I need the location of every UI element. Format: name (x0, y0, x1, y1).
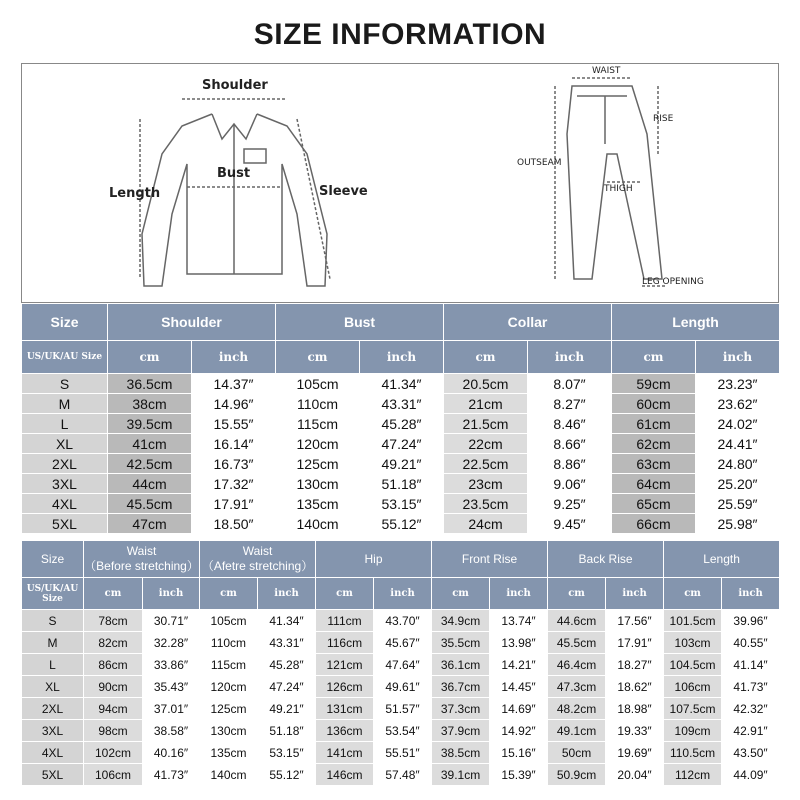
value-cell: 14.96″ (192, 394, 276, 414)
value-cell: 24.02″ (696, 414, 780, 434)
value-cell: 20.5cm (444, 374, 528, 394)
value-cell: 9.25″ (528, 494, 612, 514)
table-row (22, 720, 780, 742)
value-cell: 49.61″ (374, 676, 432, 698)
size-cell: L (22, 414, 108, 434)
size-cell: M (22, 632, 84, 654)
length-header: Length (612, 304, 780, 341)
value-cell: 43.50″ (722, 742, 780, 764)
value-cell: 17.32″ (192, 474, 276, 494)
value-cell: 30.71″ (143, 610, 200, 632)
value-cell: 130cm (200, 720, 258, 742)
value-cell: 34.9cm (432, 610, 490, 632)
value-cell: 65cm (612, 494, 696, 514)
value-cell: 47.24″ (258, 676, 316, 698)
value-cell: 25.59″ (696, 494, 780, 514)
value-cell: 14.45″ (490, 676, 548, 698)
value-cell: 14.69″ (490, 698, 548, 720)
shoulder-label: Shoulder (202, 78, 268, 93)
value-cell: 136cm (316, 720, 374, 742)
unit-header: cm (108, 341, 192, 374)
value-cell: 57.48″ (374, 764, 432, 786)
value-cell: 17.56″ (606, 610, 664, 632)
value-cell: 38.5cm (432, 742, 490, 764)
value-cell: 146cm (316, 764, 374, 786)
table-row (22, 654, 780, 676)
value-cell: 13.98″ (490, 632, 548, 654)
value-cell: 66cm (612, 514, 696, 534)
unit-header: inch (374, 578, 432, 610)
table-row (22, 698, 780, 720)
value-cell: 49.21″ (258, 698, 316, 720)
value-cell: 45.67″ (374, 632, 432, 654)
value-cell: 35.5cm (432, 632, 490, 654)
value-cell: 112cm (664, 764, 722, 786)
value-cell: 105cm (200, 610, 258, 632)
garment-illustrations (22, 64, 780, 304)
value-cell: 45.28″ (360, 414, 444, 434)
size-cell: 4XL (22, 494, 108, 514)
value-cell: 53.15″ (360, 494, 444, 514)
value-cell: 9.45″ (528, 514, 612, 534)
waist-before-header: Waist （Before stretching） (84, 541, 200, 578)
value-cell: 47cm (108, 514, 192, 534)
waist-after-header: Waist （Afetre stretching） (200, 541, 316, 578)
value-cell: 45.28″ (258, 654, 316, 676)
table-header-row (22, 541, 780, 578)
value-cell: 18.98″ (606, 698, 664, 720)
value-cell: 16.14″ (192, 434, 276, 454)
value-cell: 21.5cm (444, 414, 528, 434)
bust-label: Bust (217, 166, 251, 181)
table-row (22, 434, 780, 454)
value-cell: 110.5cm (664, 742, 722, 764)
table-row (22, 632, 780, 654)
unit-header: cm (200, 578, 258, 610)
value-cell: 14.21″ (490, 654, 548, 676)
value-cell: 17.91″ (606, 632, 664, 654)
unit-header: cm (84, 578, 143, 610)
unit-header: cm (432, 578, 490, 610)
value-cell: 120cm (200, 676, 258, 698)
size-cell: S (22, 610, 84, 632)
value-cell: 64cm (612, 474, 696, 494)
value-cell: 42.91″ (722, 720, 780, 742)
value-cell: 8.07″ (528, 374, 612, 394)
value-cell: 50cm (548, 742, 606, 764)
value-cell: 135cm (276, 494, 360, 514)
collar-header: Collar (444, 304, 612, 341)
value-cell: 13.74″ (490, 610, 548, 632)
value-cell: 36.7cm (432, 676, 490, 698)
value-cell: 41.73″ (143, 764, 200, 786)
value-cell: 15.39″ (490, 764, 548, 786)
value-cell: 125cm (200, 698, 258, 720)
bust-header: Bust (276, 304, 444, 341)
size-cell: 2XL (22, 698, 84, 720)
front-rise-header: Front Rise (432, 541, 548, 578)
value-cell: 38cm (108, 394, 192, 414)
value-cell: 41.34″ (258, 610, 316, 632)
value-cell: 45.5cm (548, 632, 606, 654)
size-cell: M (22, 394, 108, 414)
table-row (22, 394, 780, 414)
value-cell: 63cm (612, 454, 696, 474)
value-cell: 110cm (200, 632, 258, 654)
thigh-label: THIGH (604, 184, 633, 194)
value-cell: 17.91″ (192, 494, 276, 514)
value-cell: 61cm (612, 414, 696, 434)
value-cell: 25.98″ (696, 514, 780, 534)
size-cell: XL (22, 434, 108, 454)
unit-header: inch (258, 578, 316, 610)
value-cell: 105cm (276, 374, 360, 394)
value-cell: 32.28″ (143, 632, 200, 654)
value-cell: 20.04″ (606, 764, 664, 786)
value-cell: 39.1cm (432, 764, 490, 786)
value-cell: 46.4cm (548, 654, 606, 676)
value-cell: 131cm (316, 698, 374, 720)
value-cell: 53.15″ (258, 742, 316, 764)
value-cell: 101.5cm (664, 610, 722, 632)
value-cell: 98cm (84, 720, 143, 742)
unit-header: cm (612, 341, 696, 374)
table-header-row (22, 304, 780, 341)
size-subheader: US/UK/AU Size (22, 341, 108, 374)
value-cell: 39.96″ (722, 610, 780, 632)
value-cell: 62cm (612, 434, 696, 454)
value-cell: 103cm (664, 632, 722, 654)
unit-header: cm (548, 578, 606, 610)
value-cell: 55.12″ (258, 764, 316, 786)
table-row (22, 764, 780, 786)
value-cell: 51.57″ (374, 698, 432, 720)
shirt-size-table (21, 303, 780, 534)
unit-header: inch (192, 341, 276, 374)
value-cell: 141cm (316, 742, 374, 764)
value-cell: 126cm (316, 676, 374, 698)
value-cell: 55.51″ (374, 742, 432, 764)
value-cell: 18.62″ (606, 676, 664, 698)
value-cell: 24cm (444, 514, 528, 534)
table-row (22, 414, 780, 434)
value-cell: 42.5cm (108, 454, 192, 474)
value-cell: 8.27″ (528, 394, 612, 414)
value-cell: 48.2cm (548, 698, 606, 720)
table-row (22, 374, 780, 394)
value-cell: 14.37″ (192, 374, 276, 394)
value-cell: 130cm (276, 474, 360, 494)
value-cell: 90cm (84, 676, 143, 698)
value-cell: 36.5cm (108, 374, 192, 394)
back-rise-header: Back Rise (548, 541, 664, 578)
value-cell: 22cm (444, 434, 528, 454)
value-cell: 49.21″ (360, 454, 444, 474)
size-cell: 5XL (22, 514, 108, 534)
value-cell: 40.16″ (143, 742, 200, 764)
outseam-label: OUTSEAM (517, 158, 562, 168)
value-cell: 47.64″ (374, 654, 432, 676)
value-cell: 41.73″ (722, 676, 780, 698)
value-cell: 106cm (664, 676, 722, 698)
value-cell: 44cm (108, 474, 192, 494)
value-cell: 8.46″ (528, 414, 612, 434)
sleeve-label: Sleeve (319, 184, 368, 199)
value-cell: 115cm (276, 414, 360, 434)
value-cell: 47.24″ (360, 434, 444, 454)
unit-header: inch (696, 341, 780, 374)
length-header: Length (664, 541, 780, 578)
value-cell: 43.31″ (360, 394, 444, 414)
value-cell: 94cm (84, 698, 143, 720)
size-header: Size (22, 541, 84, 578)
value-cell: 22.5cm (444, 454, 528, 474)
table-row (22, 610, 780, 632)
shirt-illustration (140, 99, 330, 286)
size-subheader: US/UK/AU Size (22, 578, 84, 610)
unit-header: inch (360, 341, 444, 374)
value-cell: 18.27″ (606, 654, 664, 676)
value-cell: 41.34″ (360, 374, 444, 394)
unit-header: inch (490, 578, 548, 610)
table-unit-row (22, 341, 780, 374)
value-cell: 44.09″ (722, 764, 780, 786)
value-cell: 107.5cm (664, 698, 722, 720)
value-cell: 36.1cm (432, 654, 490, 676)
table-row (22, 514, 780, 534)
value-cell: 8.66″ (528, 434, 612, 454)
value-cell: 110cm (276, 394, 360, 414)
waist-label: WAIST (592, 66, 621, 76)
value-cell: 78cm (84, 610, 143, 632)
value-cell: 135cm (200, 742, 258, 764)
table-row (22, 454, 780, 474)
value-cell: 109cm (664, 720, 722, 742)
value-cell: 125cm (276, 454, 360, 474)
value-cell: 35.43″ (143, 676, 200, 698)
pants-size-table (21, 540, 780, 786)
value-cell: 14.92″ (490, 720, 548, 742)
leg-opening-label: LEG OPENING (642, 277, 704, 287)
value-cell: 104.5cm (664, 654, 722, 676)
value-cell: 41cm (108, 434, 192, 454)
value-cell: 24.41″ (696, 434, 780, 454)
size-cell: 3XL (22, 474, 108, 494)
value-cell: 121cm (316, 654, 374, 676)
rise-label: RISE (653, 114, 674, 124)
value-cell: 53.54″ (374, 720, 432, 742)
value-cell: 8.86″ (528, 454, 612, 474)
value-cell: 23cm (444, 474, 528, 494)
table-row (22, 474, 780, 494)
value-cell: 49.1cm (548, 720, 606, 742)
table-row (22, 676, 780, 698)
value-cell: 115cm (200, 654, 258, 676)
value-cell: 140cm (200, 764, 258, 786)
value-cell: 59cm (612, 374, 696, 394)
value-cell: 102cm (84, 742, 143, 764)
value-cell: 9.06″ (528, 474, 612, 494)
size-cell: L (22, 654, 84, 676)
length-label: Length (109, 186, 161, 201)
value-cell: 45.5cm (108, 494, 192, 514)
page-title: SIZE INFORMATION (253, 18, 547, 51)
unit-header: cm (316, 578, 374, 610)
value-cell: 23.23″ (696, 374, 780, 394)
unit-header: inch (606, 578, 664, 610)
size-cell: 5XL (22, 764, 84, 786)
value-cell: 55.12″ (360, 514, 444, 534)
value-cell: 50.9cm (548, 764, 606, 786)
table-unit-row (22, 578, 780, 610)
value-cell: 86cm (84, 654, 143, 676)
value-cell: 16.73″ (192, 454, 276, 474)
measurement-diagram (21, 63, 779, 303)
value-cell: 25.20″ (696, 474, 780, 494)
value-cell: 106cm (84, 764, 143, 786)
pants-illustration (555, 78, 667, 286)
value-cell: 41.14″ (722, 654, 780, 676)
table-row (22, 742, 780, 764)
value-cell: 43.31″ (258, 632, 316, 654)
value-cell: 43.70″ (374, 610, 432, 632)
value-cell: 15.16″ (490, 742, 548, 764)
value-cell: 51.18″ (360, 474, 444, 494)
value-cell: 24.80″ (696, 454, 780, 474)
unit-header: cm (444, 341, 528, 374)
value-cell: 44.6cm (548, 610, 606, 632)
value-cell: 116cm (316, 632, 374, 654)
unit-header: cm (664, 578, 722, 610)
value-cell: 140cm (276, 514, 360, 534)
value-cell: 42.32″ (722, 698, 780, 720)
hip-header: Hip (316, 541, 432, 578)
value-cell: 40.55″ (722, 632, 780, 654)
unit-header: inch (528, 341, 612, 374)
unit-header: cm (276, 341, 360, 374)
value-cell: 19.69″ (606, 742, 664, 764)
table-row (22, 494, 780, 514)
unit-header: inch (722, 578, 780, 610)
value-cell: 33.86″ (143, 654, 200, 676)
unit-header: inch (143, 578, 200, 610)
size-cell: XL (22, 676, 84, 698)
value-cell: 120cm (276, 434, 360, 454)
size-cell: S (22, 374, 108, 394)
value-cell: 21cm (444, 394, 528, 414)
value-cell: 23.62″ (696, 394, 780, 414)
value-cell: 37.3cm (432, 698, 490, 720)
value-cell: 39.5cm (108, 414, 192, 434)
size-header: Size (22, 304, 108, 341)
value-cell: 82cm (84, 632, 143, 654)
value-cell: 37.01″ (143, 698, 200, 720)
value-cell: 37.9cm (432, 720, 490, 742)
value-cell: 51.18″ (258, 720, 316, 742)
value-cell: 18.50″ (192, 514, 276, 534)
value-cell: 19.33″ (606, 720, 664, 742)
value-cell: 15.55″ (192, 414, 276, 434)
size-cell: 4XL (22, 742, 84, 764)
value-cell: 60cm (612, 394, 696, 414)
size-cell: 3XL (22, 720, 84, 742)
shoulder-header: Shoulder (108, 304, 276, 341)
value-cell: 38.58″ (143, 720, 200, 742)
value-cell: 23.5cm (444, 494, 528, 514)
value-cell: 47.3cm (548, 676, 606, 698)
size-cell: 2XL (22, 454, 108, 474)
value-cell: 111cm (316, 610, 374, 632)
